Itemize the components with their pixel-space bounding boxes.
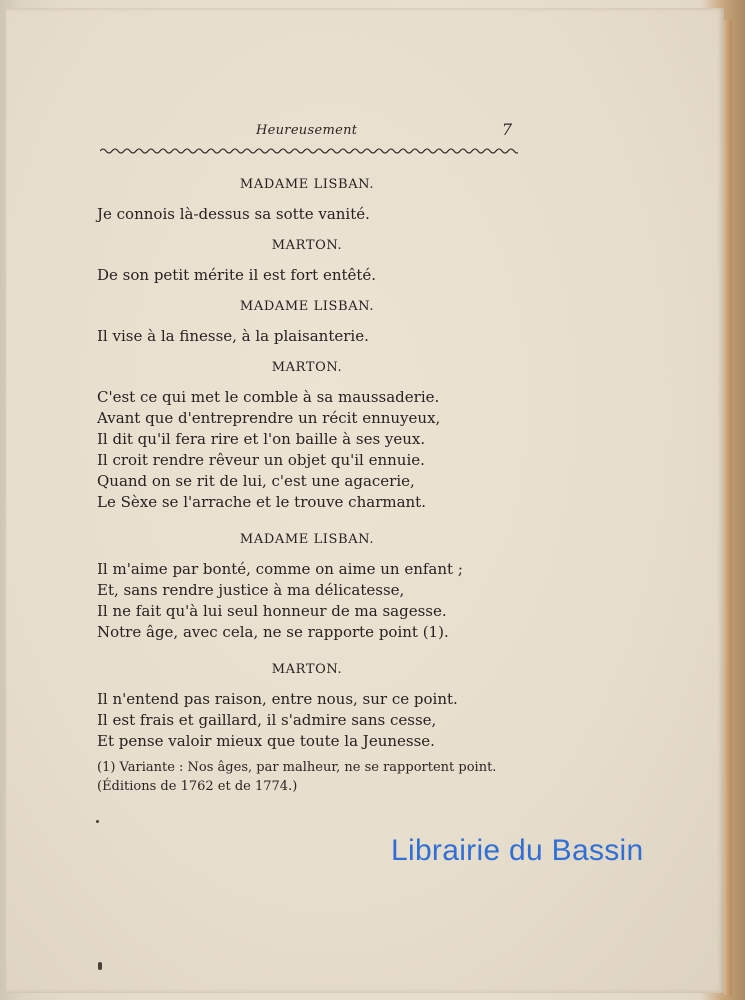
- footnote: [97, 758, 517, 796]
- dialogue-text: [97, 172, 517, 752]
- verse-line: Il m'aime par bonté, comme on aime un enfant ;: [97, 560, 463, 578]
- verse-line: Il n'entend pas raison, entre nous, sur ce point.: [97, 690, 458, 708]
- verse-line: C'est ce qui met le comble à sa maussaderie.: [97, 388, 440, 406]
- verse-line: Je connois là-dessus sa sotte vanité.: [97, 205, 370, 223]
- verse-line: Le Sèxe se l'arrache et le trouve charmant.: [97, 493, 426, 511]
- verse-line: Il est frais et gaillard, il s'admire sans cesse,: [97, 711, 437, 729]
- wavy-rule: [100, 145, 518, 157]
- verse-line: Il ne fait qu'à lui seul honneur de ma sagesse.: [97, 602, 447, 620]
- verse-line: Il vise à la finesse, à la plaisanterie.: [97, 327, 369, 345]
- verse-line: Avant que d'entreprendre un récit ennuyeux,: [97, 409, 441, 427]
- verse-line: Il croit rendre rêveur un objet qu'il ennuie.: [97, 451, 425, 469]
- speaker-name: MADAME LISBAN.: [239, 177, 375, 192]
- speaker-name: MADAME LISBAN.: [239, 532, 375, 547]
- page-header: [96, 120, 516, 142]
- ink-speck: [98, 962, 102, 970]
- speaker-name: MARTON.: [271, 238, 343, 253]
- running-title: Heureusement: [256, 123, 358, 138]
- verse-line: Il dit qu'il fera rire et l'on baille à ses yeux.: [97, 430, 426, 448]
- verse-line: Et pense valoir mieux que toute la Jeunesse.: [97, 732, 435, 750]
- speaker-name: MARTON.: [271, 662, 343, 677]
- page-number: 7: [501, 120, 512, 139]
- ink-speck: [96, 820, 99, 823]
- speaker-name: MARTON.: [271, 360, 343, 375]
- verse-line: Et, sans rendre justice à ma délicatesse,: [97, 581, 405, 599]
- page-edge: [724, 20, 732, 995]
- speaker-name: MADAME LISBAN.: [239, 299, 375, 314]
- verse-line: De son petit mérite il est fort entêté.: [97, 266, 377, 284]
- watermark: Librairie du Bassin: [391, 834, 644, 867]
- verse-line: Quand on se rit de lui, c'est une agacerie,: [97, 472, 415, 490]
- verse-line: Notre âge, avec cela, ne se rapporte point (1).: [97, 623, 449, 641]
- footnote-line: (1) Variante : Nos âges, par malheur, ne se rapportent point.: [97, 760, 497, 775]
- footnote-line: (Éditions de 1762 et de 1774.): [97, 779, 298, 794]
